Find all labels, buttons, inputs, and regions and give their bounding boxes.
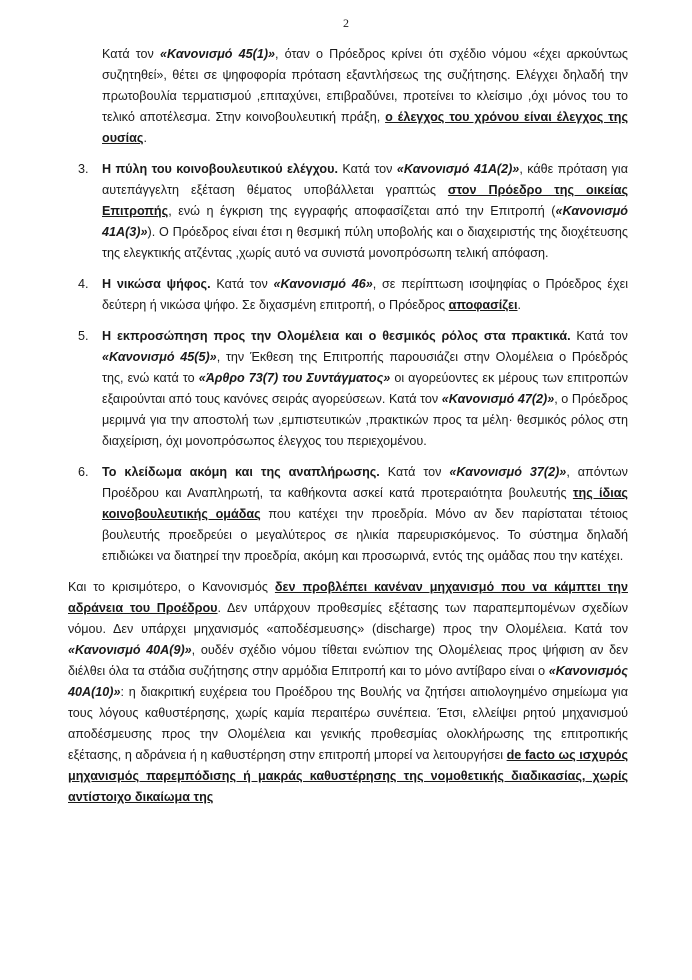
text-run: . bbox=[517, 298, 522, 312]
list-item bbox=[78, 326, 628, 452]
emphasis-underlined: αποφασίζει bbox=[448, 298, 518, 312]
text-run: : η διακριτική ευχέρεια του Προέδρου της Βουλής να ζητήσει αιτιολογημένο σημείωμα για τους λόγους καθυστέρησης, χωρίς καμία περαιτέρω συνέπεια. Έτσι, ελλείψει ρητού μηχανισμού αποδέσμευσης προς την Ολομέλεια και γενικής προθεσμίας ολοκλήρωσης της επιτροπικής εξέτασης, η αδράνεια ή η καθυστέρηση στην επιτροπή μπορεί να λειτουργήσει bbox=[68, 685, 628, 762]
text-run: , ενώ η έγκριση της εγγραφής αποφασίζεται από την Επιτροπή ( bbox=[168, 204, 556, 218]
regulation-reference: «Κανονισμό 41Α(3)» bbox=[102, 204, 628, 239]
regulation-reference: «Κανονισμός 40Α(10)» bbox=[68, 664, 628, 699]
item-heading: Η νικώσα ψήφος. bbox=[102, 277, 211, 291]
text-run: Κατά τον bbox=[102, 47, 160, 61]
list-item bbox=[78, 462, 628, 567]
closing-paragraph bbox=[68, 577, 628, 808]
item-number: 4. bbox=[78, 277, 89, 291]
text-run: , σε περίπτωση ισοψηφίας ο Πρόεδρος έχει δεύτερη ή νικώσα ψήφο. Σε διχασμένη επιτροπή, ο Πρόεδρος bbox=[102, 277, 628, 312]
constitution-reference: «Άρθρο 73(7) του Συντάγματος» bbox=[198, 371, 391, 385]
text-run: οι αγορεύοντες εκ μέρους των επιτροπών εξαιρούνται από τους κανόνες σειράς αγορεύσεων. Κατά τον bbox=[102, 371, 628, 406]
text-run: Κατά τον bbox=[337, 162, 397, 176]
item-heading: Το κλείδωμα ακόμη και της αναπλήρωσης. bbox=[102, 465, 380, 479]
text-run: , κάθε πρόταση για αυτεπάγγελτη εξέταση θέματος υποβάλλεται γραπτώς bbox=[102, 162, 628, 197]
item-heading: Η πύλη του κοινοβουλευτικού ελέγχου. bbox=[102, 162, 338, 176]
text-run: . Δεν υπάρχουν προθεσμίες εξέτασης των παραπεμπομένων σχεδίων νόμου. Δεν υπάρχει μηχανισμός «αποδέσμευσης» (discharge) προς την Ολομέλεια. Κατά τον bbox=[68, 601, 628, 636]
text-run: Και το κρισιμότερο, ο Κανονισμός bbox=[68, 580, 275, 594]
text-run: , ο Πρόεδρος μεριμνά για την αποστολή των ,εμπιστευτικών ,πρακτικών προς τα μέλη· θεσμικός ρόλος στη διαχείριση, όχι μονοπρόσωπος έλεγχος του περιεχομένου. bbox=[102, 392, 628, 448]
document-body bbox=[68, 44, 628, 808]
item-number: 6. bbox=[78, 465, 89, 479]
text-run: ). Ο Πρόεδρος είναι έτσι η θεσμική πύλη υποβολής και ο διαχειριστής της διοχέτευσης της ελεγκτικής ατζέντας ,χωρίς αυτό να συνιστά μονοπρόσωπη τελική απόφαση. bbox=[102, 225, 628, 260]
regulation-reference: «Κανονισμό 47(2)» bbox=[441, 392, 555, 406]
emphasis-underlined: de facto ως ισχυρός μηχανισμός παρεμπόδισης ή μακράς καθυστέρησης της νομοθετικής διαδικασίας, χωρίς αντίστοιχο δικαίωμα της bbox=[68, 748, 628, 804]
item-number: 3. bbox=[78, 162, 89, 176]
text-run: , την Έκθεση της Επιτροπής παρουσιάζει στην Ολομέλεια ο Πρόεδρός της, ενώ κατά το bbox=[102, 350, 628, 385]
text-run: , απόντων Προέδρου και Αναπληρωτή, τα καθήκοντα ασκεί κατά προτεραιότητα βουλευτής bbox=[102, 465, 628, 500]
regulation-reference: «Κανονισμό 45(5)» bbox=[102, 350, 217, 364]
text-run: Κατά τον bbox=[210, 277, 274, 291]
emphasis-underlined: ο έλεγχος του χρόνου είναι έλεγχος της ουσίας bbox=[102, 110, 628, 145]
text-run: Κατά τον bbox=[570, 329, 628, 343]
list-item bbox=[78, 159, 628, 264]
emphasis-underlined: στον Πρόεδρο της οικείας Επιτροπής bbox=[102, 183, 628, 218]
text-run: , όταν ο Πρόεδρος κρίνει ότι σχέδιο νόμου «έχει αρκούντως συζητηθεί», θέτει σε ψηφοφορία πρόταση εξαντλήσεως της συζήτησης. Ελέγχει δηλαδή την πρωτοβουλία τερματισμού ,επιταχύνει, επιβραδύνει, προτείνει το κλείσιμο ,όχι μόνος του το τελικό αποτέλεσμα. Στην κοινοβουλευτική πράξη, bbox=[102, 47, 628, 124]
intro-paragraph bbox=[102, 44, 628, 149]
emphasis-underlined: της ίδιας κοινοβουλευτικής ομάδας bbox=[102, 486, 628, 521]
regulation-reference: «Κανονισμό 46» bbox=[273, 277, 373, 291]
text-run: που κατέχει την προεδρία. Μόνο αν δεν παρίσταται τέτοιος βουλευτής προεδρεύει ο μεγαλύτερος σε ηλικία παρευρισκόμενος. Το σύστημα δηλαδή επιδιώκει να διατηρεί την προεδρία, ακόμη και προσωρινά, εντός της ομάδας που την κατέχει. bbox=[102, 507, 628, 563]
emphasis-underlined: δεν προβλέπει κανέναν μηχανισμό που να κάμπτει την αδράνεια του Προέδρου bbox=[68, 580, 628, 615]
regulation-reference: «Κανονισμό 45(1)» bbox=[159, 47, 276, 61]
regulation-reference: «Κανονισμό 40Α(9)» bbox=[68, 643, 192, 657]
text-run: . bbox=[143, 131, 147, 145]
numbered-list bbox=[68, 159, 628, 567]
item-heading: Η εκπροσώπηση προς την Ολομέλεια και ο θεσμικός ρόλος στα πρακτικά. bbox=[102, 329, 571, 343]
list-item bbox=[78, 274, 628, 316]
page-number: 2 bbox=[343, 16, 349, 30]
regulation-reference: «Κανονισμό 37(2)» bbox=[449, 465, 567, 479]
item-number: 5. bbox=[78, 329, 89, 343]
text-run: , ουδέν σχέδιο νόμου τίθεται ενώπιον της Ολομέλειας προς ψήφιση αν δεν διέλθει όλα τα στάδια συζήτησης στην αρμόδια Επιτροπή και το μόνο αντίβαρο είναι ο bbox=[68, 643, 628, 678]
text-run: Κατά τον bbox=[379, 465, 450, 479]
regulation-reference: «Κανονισμό 41Α(2)» bbox=[396, 162, 520, 176]
